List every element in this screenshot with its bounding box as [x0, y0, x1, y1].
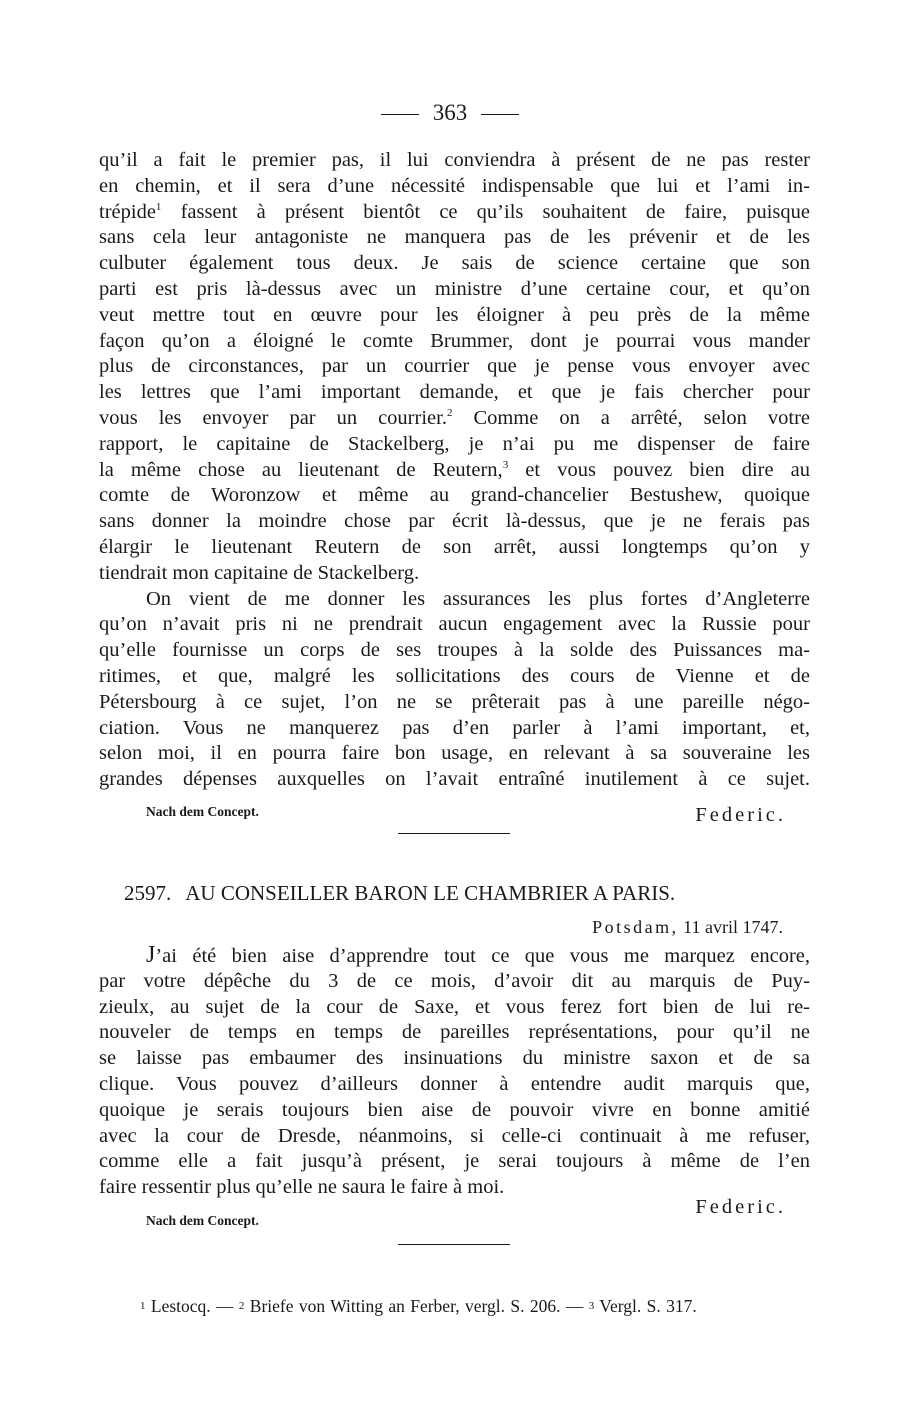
source-note: Nach dem Concept. [146, 1213, 259, 1228]
text-line: ciation. Vous ne manquerez pas d’en parler à l’ami important, et, [99, 716, 810, 739]
footnote-mark: 1 [155, 200, 162, 213]
text-line: trépide$^1$ fassent à présent bientôt ce qu’ils souhaitent de faire, puisque [99, 200, 811, 223]
folio-dash-left [381, 114, 419, 115]
drop-cap: J [146, 942, 156, 968]
footnote-mark: 1 [140, 1300, 146, 1312]
dateline [592, 917, 783, 938]
text-line: zieulx, au sujet de la cour de Saxe, et vous ferez fort bien de lui re- [99, 995, 810, 1018]
section-divider [398, 1244, 510, 1245]
letter-title: AU CONSEILLER BARON LE CHAMBRIER A PARIS. [185, 881, 676, 905]
text-line: vous les envoyer par un courrier.$^2$ Comme on a arrêté, selon votre [99, 406, 810, 429]
signature: Federic. [695, 804, 786, 826]
text-line: par votre dépêche du 3 de ce mois, d’avoir dit au marquis de Puy- [99, 969, 810, 992]
footnote-text: Briefe von Witting an Ferber, vergl. S. 206. — [249, 1296, 589, 1316]
letter-1-body [99, 148, 810, 793]
text-line: la même chose au lieutenant de Reutern,$^3$ et vous pouvez bien dire au [99, 458, 811, 481]
text-line: rapport, le capitaine de Stackelberg, je n’ai pu me dispenser de faire [99, 432, 810, 455]
text-line: ritimes, et que, malgré les sollicitations des cours de Vienne et de [99, 664, 810, 687]
text-line: comte de Woronzow et même au grand-chancelier Bestushew, quoique [99, 484, 810, 507]
text-line: les lettres que l’ami important demande, et que je fais chercher pour [99, 381, 810, 404]
text-line: façon qu’on a éloigné le comte Brummer, dont je pourrai vous mander [99, 329, 810, 352]
text-line: élargir le lieutenant Reutern de son arrêt, aussi longtemps qu’on y [99, 535, 810, 558]
letter-2-body [99, 943, 810, 1201]
signature: Federic. [695, 1196, 786, 1218]
text-line: sans cela leur antagoniste ne manquera pas de les prévenir et de les [99, 226, 810, 249]
text-line: avec la cour de Dresde, néanmoins, si celle-ci continuait à me refuser, [99, 1124, 810, 1147]
text-line: parti est pris là-dessus avec un ministre d’une certaine cour, et qu’on [99, 277, 810, 300]
source-note: Nach dem Concept. [146, 804, 259, 819]
footnote-text: Vergl. S. 317. [599, 1296, 697, 1316]
text-line: comme elle a fait jusqu’à présent, je serai toujours à même de l’en [99, 1150, 810, 1173]
footnotes [140, 1296, 697, 1317]
text-line: tiendrait mon capitaine de Stackelberg. [99, 561, 420, 584]
text-line: culbuter également tous deux. Je sais de science certaine que son [99, 252, 810, 275]
text-line: sans donner la moindre chose par écrit là-dessus, que je ne ferais pas [99, 510, 810, 533]
text-line: quoique je serais toujours bien aise de pouvoir vivre en bonne amitié [99, 1098, 810, 1121]
footnote-mark: 3 [502, 458, 509, 471]
footnote-mark: 2 [446, 406, 453, 419]
letter-heading [124, 881, 675, 906]
footnote-mark: 2 [238, 1300, 245, 1312]
section-divider [398, 833, 510, 834]
text-line: grandes dépenses auxquelles on l’avait entraîné inutilement à ce sujet. [99, 768, 810, 791]
text-line: se laisse pas embaumer des insinuations du ministre saxon et de sa [99, 1047, 810, 1070]
text-line: On vient de me donner les assurances les plus fortes d’Angleterre [146, 587, 810, 610]
text-line: faire ressentir plus qu’elle ne saura le faire à moi. [99, 1176, 505, 1199]
page-header [0, 100, 900, 126]
footnote-text: Lestocq. — [150, 1296, 239, 1316]
letter-number: 2597. [124, 881, 172, 905]
text-line: J’ai été bien aise d’apprendre tout ce que vous me marquez encore, [146, 942, 810, 968]
text-line: en chemin, et il sera d’une nécessité indispensable que lui et l’ami in- [99, 174, 810, 197]
text-line: plus de circonstances, par un courrier que je pense vous envoyer avec [99, 355, 810, 378]
text-line: selon moi, il en pourra faire bon usage, en relevant à sa souveraine les [99, 742, 810, 765]
text-line: nouveler de temps en temps de pareilles représentations, pour qu’il ne [99, 1021, 810, 1044]
text-line: qu’il a fait le premier pas, il lui conviendra à présent de ne pas rester [99, 149, 810, 171]
text-line: qu’elle fournisse un corps de ses troupes à la solde des Puissances ma- [99, 639, 810, 662]
page-number: 363 [432, 100, 468, 125]
text-line: clique. Vous pouvez d’ailleurs donner à entendre audit marquis que, [99, 1072, 810, 1095]
text-line: veut mettre tout en œuvre pour les éloigner à peu près de la même [99, 303, 810, 326]
text-line: qu’on n’avait pris ni ne prendrait aucun engagement avec la Russie pour [99, 613, 810, 636]
dateline-date: 11 avril 1747. [683, 917, 783, 937]
dateline-place: Potsdam, [592, 917, 679, 937]
folio-dash-right [481, 114, 519, 115]
footnote-mark: 3 [588, 1300, 595, 1312]
text-line: Pétersbourg à ce sujet, l’on ne se prêterait pas à une pareille négo- [99, 690, 810, 713]
